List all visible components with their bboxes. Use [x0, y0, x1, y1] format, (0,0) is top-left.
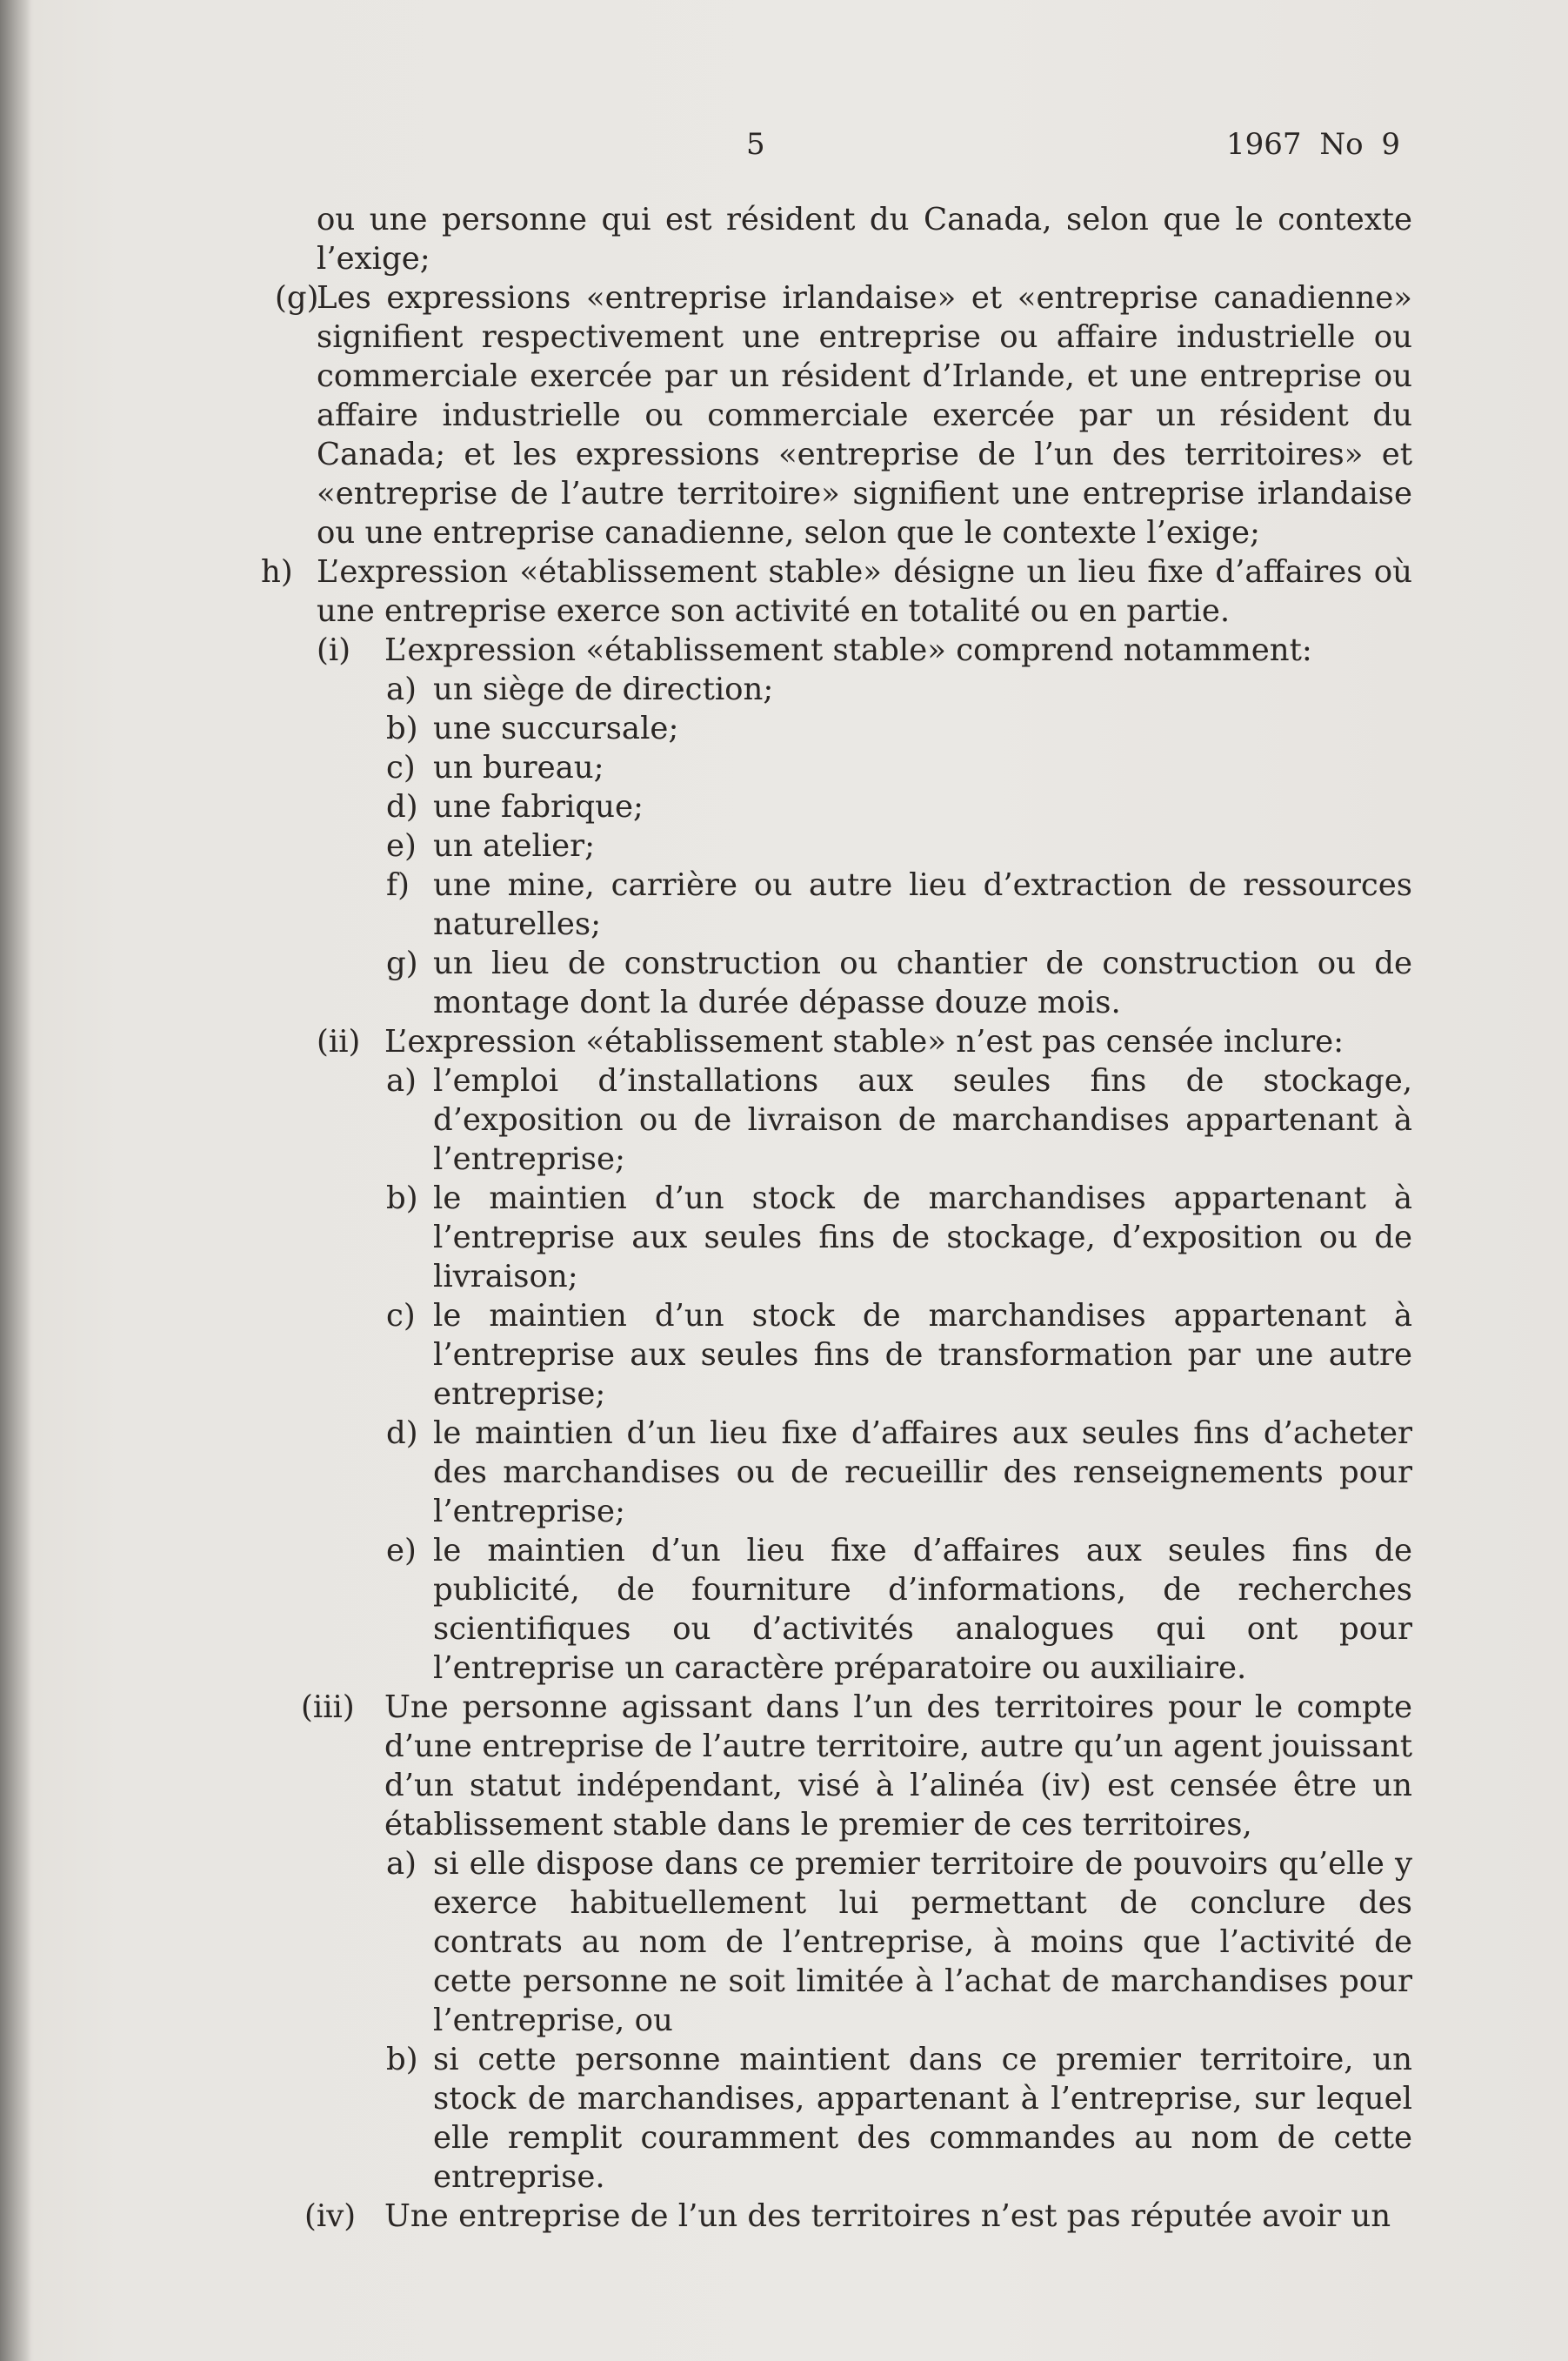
item-label: f): [386, 867, 410, 903]
item-text: le maintien d’un lieu fixe d’affaires aux seules fins d’acheter des marchandises ou de recueillir des renseignements pour l’entreprise;: [433, 1415, 1412, 1529]
subparagraph-iii: [301, 1688, 1412, 1844]
item-text: une mine, carrière ou autre lieu d’extraction de ressources naturelles;: [433, 867, 1412, 942]
item-i-a: [317, 670, 1412, 709]
subparagraph-text: Une personne agissant dans l’un des territoires pour le compte d’une entreprise de l’autre territoire, autre qu’un agent jouissant d’un statut indépendant, visé à l’alinéa (iv) est censée être un établissement stable dans le premier de ces territoires,: [384, 1689, 1412, 1843]
item-i-b: [317, 709, 1412, 748]
paragraph-label: (g): [275, 280, 319, 316]
subparagraph-label: (iii): [301, 1689, 355, 1725]
year-and-number: 1967 No 9: [1226, 127, 1400, 162]
item-text: l’emploi d’installations aux seules fins de stockage, d’exposition ou de livraison de marchandises appartenant à l’entreprise;: [433, 1063, 1412, 1177]
item-text: si cette personne maintient dans ce premier territoire, un stock de marchandises, appartenant à l’entreprise, sur lequel elle remplit couramment des commandes au nom de cette entreprise.: [433, 2042, 1412, 2195]
item-label: d): [386, 1415, 418, 1451]
subparagraph-iv: [304, 2197, 1412, 2236]
item-text: le maintien d’un lieu fixe d’affaires aux seules fins de publicité, de fourniture d’informations, de recherches scientifiques ou d’activités analogues qui ont pour l’entreprise un caractère préparatoire ou auxiliaire.: [433, 1533, 1412, 1686]
page-binding-shadow: [0, 0, 31, 2361]
item-label: c): [386, 750, 416, 786]
item-text: une fabrique;: [433, 789, 644, 825]
item-label: a): [386, 1063, 417, 1099]
item-iii-a: [317, 1844, 1412, 2040]
intro-paragraph: ou une personne qui est résident du Canada, selon que le contexte l’exige;: [317, 202, 1412, 277]
paragraph-text: L’expression «établissement stable» désigne un lieu fixe d’affaires où une entreprise exerce son activité en totalité ou en partie.: [317, 554, 1412, 629]
item-text: si elle dispose dans ce premier territoire de pouvoirs qu’elle y exerce habituellement lui permettant de conclure des contrats au nom de l’entreprise, à moins que l’activité de cette personne ne soit limitée à l’achat de marchandises pour l’entreprise, ou: [433, 1846, 1412, 2038]
item-text: un siège de direction;: [433, 672, 774, 707]
item-label: a): [386, 672, 417, 707]
item-iii-b: [317, 2040, 1412, 2197]
subparagraph-ii: [317, 1022, 1412, 1061]
item-ii-d: [317, 1414, 1412, 1531]
item-i-g: [317, 944, 1412, 1022]
item-label: e): [386, 828, 417, 864]
paragraph-label: h): [261, 554, 293, 590]
subparagraph-text: Une entreprise de l’un des territoires n’est pas réputée avoir un: [384, 2198, 1391, 2234]
item-i-d: [317, 787, 1412, 826]
item-text: un bureau;: [433, 750, 604, 786]
subparagraph-label: (iv): [304, 2198, 357, 2234]
subparagraph-i: [317, 631, 1412, 670]
paragraph-text: Les expressions «entreprise irlandaise» et «entreprise canadienne» signifient respectivement une entreprise ou affaire industrielle ou commerciale exercée par un résident d’Irlande, et une entreprise ou affaire industrielle ou commerciale exercée par un résident du Canada; et les expressions «entreprise de l’un des territoires» et «entreprise de l’autre territoire» signifient une entreprise irlandaise ou une entreprise canadienne, selon que le contexte l’exige;: [317, 280, 1412, 551]
item-label: b): [386, 2042, 418, 2077]
page-header: [0, 127, 1568, 165]
page-number: 5: [746, 127, 765, 162]
item-text: un lieu de construction ou chantier de construction ou de montage dont la durée dépasse douze mois.: [433, 946, 1412, 1020]
paragraph-g: [275, 278, 1412, 552]
item-i-f: [317, 866, 1412, 944]
item-ii-c: [317, 1296, 1412, 1414]
item-label: e): [386, 1533, 417, 1568]
item-label: g): [386, 946, 418, 981]
subparagraph-text: L’expression «établissement stable» comprend notamment:: [384, 632, 1312, 668]
subparagraph-label: (i): [317, 632, 351, 668]
subparagraph-text: L’expression «établissement stable» n’est pas censée inclure:: [384, 1024, 1344, 1060]
item-ii-a: [317, 1061, 1412, 1179]
item-i-c: [317, 748, 1412, 787]
paragraph-h: [261, 552, 1412, 631]
item-label: b): [386, 711, 418, 746]
item-label: d): [386, 789, 418, 825]
item-text: une succursale;: [433, 711, 679, 746]
item-text: le maintien d’un stock de marchandises appartenant à l’entreprise aux seules fins de transformation par une autre entreprise;: [433, 1298, 1412, 1412]
item-ii-e: [317, 1531, 1412, 1688]
item-text: le maintien d’un stock de marchandises appartenant à l’entreprise aux seules fins de stockage, d’exposition ou de livraison;: [433, 1180, 1412, 1294]
item-ii-b: [317, 1179, 1412, 1296]
document-body: [261, 200, 1412, 2236]
item-text: un atelier;: [433, 828, 596, 864]
item-label: c): [386, 1298, 416, 1334]
item-i-e: [317, 826, 1412, 866]
item-label: a): [386, 1846, 417, 1882]
item-label: b): [386, 1180, 418, 1216]
subparagraph-label: (ii): [317, 1024, 361, 1060]
